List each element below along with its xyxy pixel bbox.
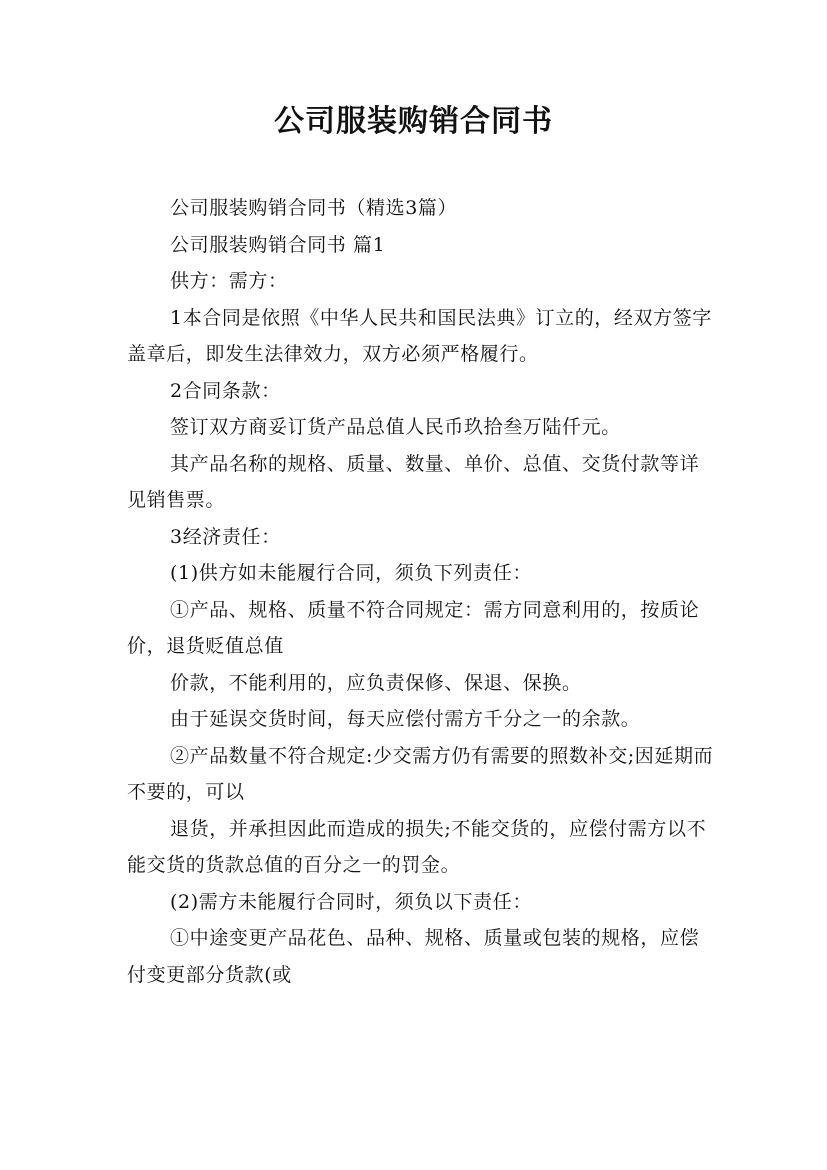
paragraph: 公司服装购销合同书 篇1	[170, 233, 386, 256]
paragraph: 1本合同是依照《中华人民共和国民法典》订立的，经双方签字盖章后，即发生法律效力，双方必须严格履行。	[127, 306, 712, 365]
paragraph: 其产品名称的规格、质量、数量、单价、总值、交货付款等详见销售票。	[127, 452, 700, 511]
paragraph: 公司服装购销合同书（精选3篇）	[170, 197, 458, 219]
paragraph: ①中途变更产品花色、品种、规格、质量或包装的规格，应偿付变更部分货款(或	[127, 927, 700, 986]
document-title: 公司服装购销合同书	[274, 104, 553, 139]
paragraph: 供方：需方：	[170, 270, 288, 292]
paragraph: ①产品、规格、质量不符合同规定：需方同意利用的，按质论价，退货贬值总值	[127, 598, 700, 657]
paragraph: 由于延误交货时间，每天应偿付需方千分之一的余款。	[170, 708, 641, 730]
paragraph: (2)需方未能履行合同时，须负以下责任：	[170, 890, 532, 913]
paragraph: 签订双方商妥订货产品总值人民币玖拾叁万陆仟元。	[170, 416, 621, 438]
paragraph: 退货，并承担因此而造成的损失;不能交货的，应偿付需方以不能交货的货款总值的百分之一的罚金。	[127, 817, 707, 876]
paragraph: 2合同条款：	[170, 379, 281, 402]
paragraph: 3经济责任：	[170, 525, 281, 548]
document-body	[127, 190, 717, 993]
paragraph: ②产品数量不符合规定:少交需方仍有需要的照数补交;因延期而不要的，可以	[127, 744, 714, 803]
paragraph: (1)供方如未能履行合同，须负下列责任：	[170, 562, 532, 584]
paragraph: 价款，不能利用的，应负责保修、保退、保换。	[170, 671, 582, 694]
